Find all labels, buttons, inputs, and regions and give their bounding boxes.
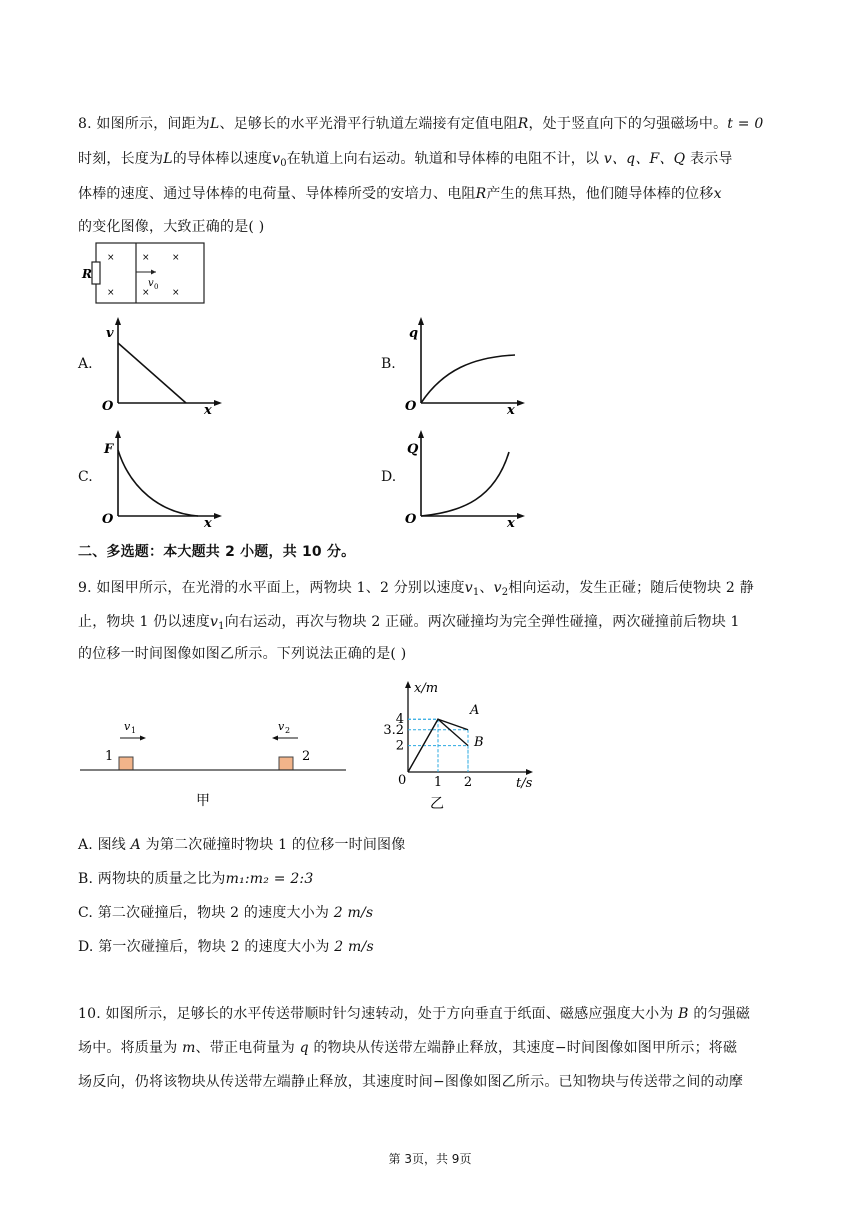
q9-figure-jia [80,708,352,808]
q8-graph-c [100,428,230,528]
svg-text:1: 1 [105,749,114,764]
svg-text:F: F [104,442,114,457]
svg-text:q: q [409,326,419,341]
q10-line-1: 10. 如图所示，足够长的水平传送带顺时针匀速转动，处于方向垂直于纸面、磁感应强度大小为 B 的匀强磁 [78,1006,751,1022]
q10-line-3: 场反向，仍将该物块从传送带左端静止释放，其速度时间−图像如图乙所示。已知物块与传送带之间的动摩 [78,1074,744,1090]
q8-line-2: 时刻，长度为L的导体棒以速度$v_0$在轨道上向右运动。轨道和导体棒的电阻不计，以 v、q、F、Q 表示导 [78,151,733,169]
q8-option-d-label[interactable]: D. [381,469,397,485]
svg-text:×: × [107,288,115,298]
x-axis-label: t/s [516,776,533,791]
y-tick-label: 2 [395,738,404,754]
svg-text:v: v [148,278,154,289]
q9-figure-yi-chart [360,676,550,812]
svg-text:x: x [204,516,212,528]
svg-text:×: × [172,253,180,263]
section-heading: 二、多选题：本大题共 2 小题，共 10 分。 [78,544,356,560]
q9-option-a[interactable]: A. 图线 A 为第二次碰撞时物块 1 的位移一时间图像 [78,837,406,853]
y-tick-label: 3.2 [383,722,404,738]
q8-graph-a [100,315,230,415]
svg-text:×: × [142,253,150,263]
svg-text:v: v [124,720,131,733]
q9-line-1: 9. 如图甲所示，在光滑的水平面上，两物块 1、2 分别以速度$v_1$、$v_2$相向运动，发生正碰；随后使物块 2 静 [78,580,754,598]
origin-label: 0 [398,773,407,788]
q8-line-3: 体棒的速度、通过导体棒的电荷量、导体棒所受的安培力、电阻R产生的焦耳热，他们随导体棒的位移x [78,186,722,202]
y-axis-label: x/m [414,681,439,696]
svg-text:R: R [82,267,92,281]
svg-text:×: × [172,288,180,298]
svg-text:O: O [102,399,114,414]
page-footer: 第 3页，共 9页 [388,1152,472,1166]
svg-text:v: v [278,720,285,733]
q8-circuit-diagram [80,240,210,310]
svg-text:2: 2 [302,749,311,764]
x-tick-label: 2 [463,775,473,790]
q8-graph-d [403,428,533,528]
curve-label-b: B [474,735,484,750]
svg-text:甲: 甲 [196,793,210,808]
x-tick-label: 1 [433,775,443,790]
svg-text:O: O [405,399,417,414]
svg-text:x: x [204,403,212,415]
q8-option-c-label[interactable]: C. [78,469,93,485]
q9-option-b[interactable]: B. 两物块的质量之比为m₁:m₂ = 2:3 [78,871,314,887]
q8-option-a-label[interactable]: A. [78,356,93,372]
svg-text:×: × [142,288,150,298]
svg-text:O: O [405,512,417,527]
q8-line-4: 的变化图像，大致正确的是( ) [78,219,265,235]
svg-text:v: v [106,326,114,341]
q8-line-1: 8. 如图所示，间距为L、足够长的水平光滑平行轨道左端接有定值电阻R，处于竖直向下的匀强磁场中。t = 0 [78,116,764,132]
q10-line-2: 场中。将质量为 m、带正电荷量为 q 的物块从传送带左端静止释放，其速度−时间图像如图甲所示；将磁 [78,1040,738,1056]
y-tick-label: 4 [395,712,404,728]
svg-text:x: x [507,403,515,415]
q9-line-3: 的位移一时间图像如图乙所示。下列说法正确的是( ) [78,646,407,662]
curve-label-a: A [470,703,480,718]
svg-text:2: 2 [285,726,291,735]
figure-caption-yi: 乙 [430,796,444,812]
q9-option-c[interactable]: C. 第二次碰撞后，物块 2 的速度大小为 2 m/s [78,905,374,921]
svg-text:×: × [107,253,115,263]
svg-text:1: 1 [131,726,137,735]
svg-text:O: O [102,512,114,527]
svg-text:Q: Q [407,442,419,457]
svg-text:0: 0 [154,283,159,291]
q9-line-2: 止，物块 1 仍以速度$v_1$向右运动，再次与物块 2 正碰。两次碰撞均为完全弹性碰撞，两次碰撞前后物块 1 [78,614,740,632]
q9-option-d[interactable]: D. 第一次碰撞后，物块 2 的速度大小为 2 m/s [78,939,374,955]
svg-text:x: x [507,516,515,528]
q8-option-b-label[interactable]: B. [381,356,396,372]
q8-graph-b [403,315,533,415]
